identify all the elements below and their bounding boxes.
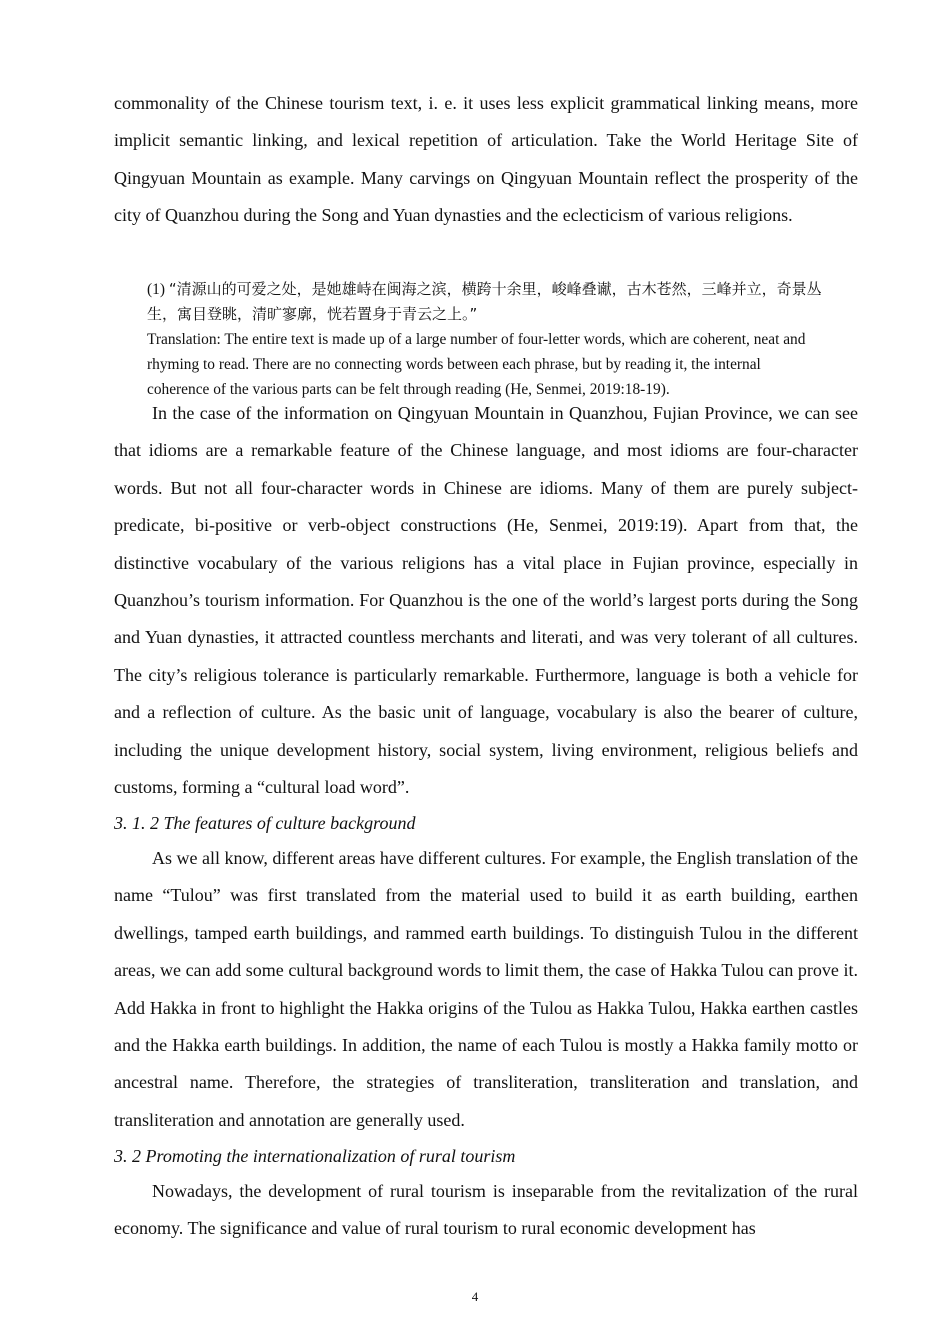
example-quote-block [147,277,827,402]
paragraph-tulou: As we all know, different areas have different cultures. For example, the English translation of the name “Tulou” was first translated from the material used to build it as earth building, earthen dwellings, tamped earth buildings, and rammed earth buildings. To distinguish Tulou in the different areas, we can add some cultural background words to limit them, the case of Hakka Tulou can prove it. Add Hakka in front to highlight the Hakka origins of the Tulou as Hakka Tulou, Hakka earthen castles and the Hakka earth buildings. In addition, the name of each Tulou is mostly a Hakka family motto or ancestral name. Therefore, the strategies of transliteration, transliteration and translation, and transliteration and annotation are generally used. [114,848,858,1130]
example-number: (1) [147,281,165,298]
paragraph-rural-tourism: Nowadays, the development of rural tourism is inseparable from the revitalization of the rural economy. The significance and value of rural tourism to rural economic development has [114,1181,858,1239]
section-heading-rural-tourism: 3. 2 Promoting the internationalization of rural tourism [114,1146,516,1166]
paragraph-commonality: commonality of the Chinese tourism text, i. e. it uses less explicit grammatical linking means, more implicit semantic linking, and lexical repetition of articulation. Take the World Heritage Site of Qingyuan Mountain as example. Many carvings on Qingyuan Mountain reflect the prosperity of the city of Quanzhou during the Song and Yuan dynasties and the eclecticism of various religions. [114,93,858,226]
paragraph-idioms: In the case of the information on Qingyuan Mountain in Quanzhou, Fujian Province, we can see that idioms are a remarkable feature of the Chinese language, and most idioms are four-character words. But not all four-character words in Chinese are idioms. Many of them are purely subject-predicate, bi-positive or verb-object constructions (He, Senmei, 2019:19). Apart from that, the distinctive vocabulary of the various religions has a vital place in Fujian province, especially in Quanzhou’s tourism information. For Quanzhou is the one of the world’s largest ports during the Song and Yuan dynasties, it attracted countless merchants and literati, and was very tolerant of all cultures. The city’s religious tolerance is particularly remarkable. Furthermore, language is both a vehicle for and a reflection of culture. As the basic unit of language, vocabulary is also the bearer of culture, including the unique development history, social system, living environment, religious beliefs and customs, forming a “cultural load word”. [114,403,858,798]
example-chinese: “清源山的可爱之处，是她雄峙在闽海之滨，横跨十余里，峻峰叠谳，古木苍然，三峰并立，奇景丛生，寓目登眺，清旷寥廓，恍若置身于青云之上。” [147,280,822,323]
section-heading-culture-background: 3. 1. 2 The features of culture background [114,813,416,833]
page-number: 4 [471,1289,479,1304]
example-chinese-text [147,277,827,327]
example-translation: Translation: The entire text is made up of a large number of four-letter words, which are coherent, neat and rhyming to read. There are no connecting words between each phrase, but by reading it, the internal coherence of the various parts can be felt through reading (He, Senmei, 2019:18-19). [147,331,806,398]
